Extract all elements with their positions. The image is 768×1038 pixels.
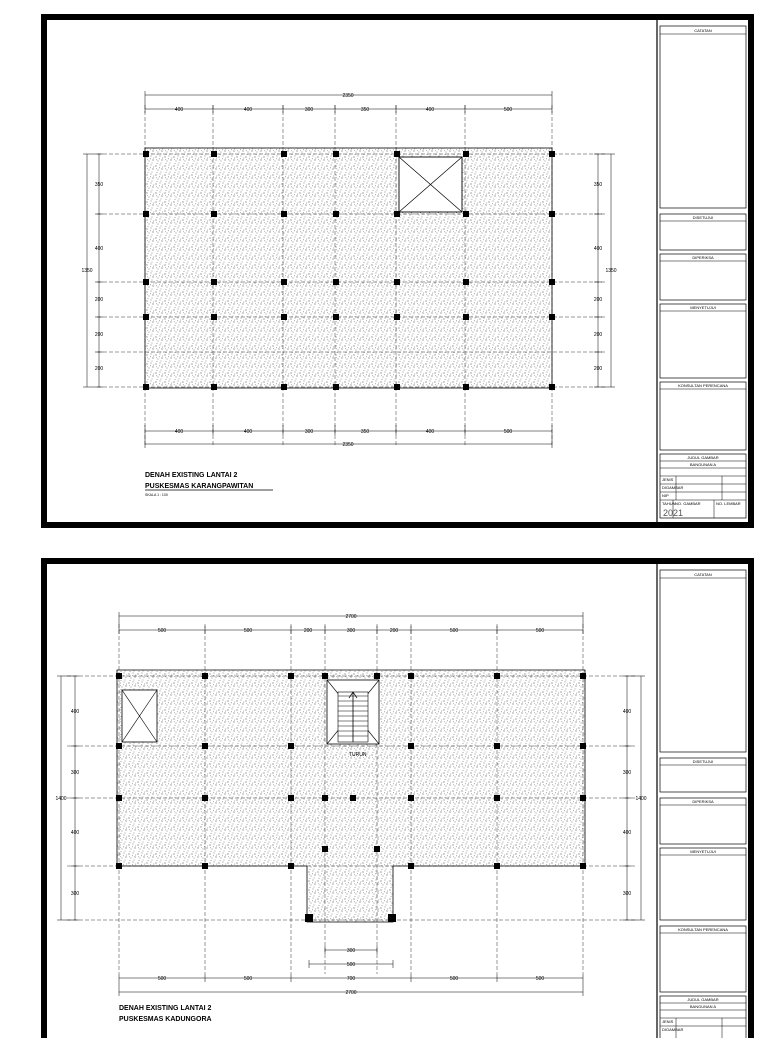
dim-bottom-2-2: 500 xyxy=(243,976,253,982)
dim-bottom-2: 400 xyxy=(243,429,253,435)
dim-top-2-4: 300 xyxy=(346,628,356,634)
floor-plan-1-svg xyxy=(47,20,748,522)
dim-bottom-2-3: 700 xyxy=(346,976,356,982)
dim-bottom-4: 350 xyxy=(360,429,370,435)
drawing-scale-1: SKALA 1 : 100 xyxy=(145,493,168,497)
sheet-2-canvas xyxy=(47,564,748,1038)
dim-top-2: 400 xyxy=(243,107,253,113)
dim-top-3: 300 xyxy=(304,107,314,113)
dim-bottom-2-1: 500 xyxy=(157,976,167,982)
dim-top-2-5: 200 xyxy=(389,628,399,634)
dim-bottom-2-4: 500 xyxy=(449,976,459,982)
dim-top-1: 400 xyxy=(174,107,184,113)
tb-konsultan-1: KONSULTAN PERENCANA xyxy=(678,383,728,388)
drawing-title-1: DENAH EXISTING LANTAI 2 xyxy=(145,472,238,479)
dim-right-2-2: 300 xyxy=(622,770,632,776)
dim-left-2-1: 400 xyxy=(70,709,80,715)
dim-left-2-4: 300 xyxy=(70,891,80,897)
tb-catatan-1: CATATAN xyxy=(694,28,712,33)
dim-top-2-7: 500 xyxy=(535,628,545,634)
dim-left-total-2: 1400 xyxy=(55,796,67,802)
dim-bottom-5: 400 xyxy=(425,429,435,435)
dim-right-2-3: 400 xyxy=(622,830,632,836)
tb-disetujui-2: DISETUJUI xyxy=(692,759,714,764)
dim-right-4: 200 xyxy=(593,332,603,338)
tb-diperiksa-2: DIPERIKSA xyxy=(692,799,714,804)
dim-top-total-2: 2700 xyxy=(345,614,357,620)
sheet-1-canvas xyxy=(47,20,748,522)
tb-row1-2: JENIS xyxy=(662,1019,674,1024)
title-block-1 xyxy=(657,20,746,522)
tb-row3-1: NIP xyxy=(662,493,669,498)
drawing-sheet-2 xyxy=(41,558,754,1038)
dim-right-2: 400 xyxy=(593,246,603,252)
dim-left-5: 200 xyxy=(94,366,104,372)
dim-right-2-1: 400 xyxy=(622,709,632,715)
dim-right-total-1: 1350 xyxy=(605,268,617,274)
tb-row2-1: DIGAMBAR xyxy=(662,485,684,490)
stair-label-2: TURUN xyxy=(349,752,367,758)
dim-left-1: 350 xyxy=(94,182,104,188)
tb-year-1: 2021 xyxy=(663,508,684,518)
staircase-2 xyxy=(327,680,379,744)
dim-bottom-total-1: 2350 xyxy=(342,442,354,448)
drawing-subtitle-1: PUSKESMAS KARANGPAWITAN xyxy=(145,483,254,490)
dim-right-total-2: 1400 xyxy=(635,796,647,802)
drawing-title-2: DENAH EXISTING LANTAI 2 xyxy=(119,1005,212,1012)
tb-row4c-1: NO. LEMBAR xyxy=(716,501,741,506)
dim-top-2-2: 500 xyxy=(243,628,253,634)
tb-menyetujui-2: MENYETUJUI xyxy=(690,849,716,854)
tb-disetujui-1: DISETUJUI xyxy=(692,215,714,220)
tb-diperiksa-1: DIPERIKSA xyxy=(692,255,714,260)
dim-left-3: 200 xyxy=(94,297,104,303)
drawing-subtitle-2: PUSKESMAS KADUNGORA xyxy=(119,1016,212,1023)
tb-judul-2: JUDUL GAMBAR xyxy=(687,997,719,1002)
dim-right-5: 200 xyxy=(593,366,603,372)
dim-left-2-3: 400 xyxy=(70,830,80,836)
dim-stair-1: 300 xyxy=(346,948,356,954)
dim-bottom-1: 400 xyxy=(174,429,184,435)
dim-top-6: 500 xyxy=(503,107,513,113)
dim-top-2-1: 500 xyxy=(157,628,167,634)
dim-bottom-6: 500 xyxy=(503,429,513,435)
dim-bottom-2-5: 500 xyxy=(535,976,545,982)
void-opening-2 xyxy=(122,690,157,742)
tb-catatan-2: CATATAN xyxy=(694,572,712,577)
tb-bangunan-2: BANGUNAN A xyxy=(689,1004,717,1009)
dim-right-1: 350 xyxy=(593,182,603,188)
tb-row4a-1: TAHUN xyxy=(662,501,676,506)
void-opening-1 xyxy=(399,157,462,212)
dim-bottom-total-2: 2700 xyxy=(345,990,357,996)
dim-top-2-3: 200 xyxy=(303,628,313,634)
dim-top-5: 400 xyxy=(425,107,435,113)
dim-left-total-1: 1350 xyxy=(81,268,93,274)
dim-left-4: 200 xyxy=(94,332,104,338)
dim-top-total-1: 2350 xyxy=(342,93,354,99)
dim-bottom-3: 300 xyxy=(304,429,314,435)
floor-plan-2-svg xyxy=(47,564,748,1038)
tb-row2-2: DIGAMBAR xyxy=(662,1027,684,1032)
tb-row4b-1: NO. GAMBAR xyxy=(675,501,701,506)
tb-konsultan-2: KONSULTAN PERENCANA xyxy=(678,927,728,932)
dim-right-3: 200 xyxy=(593,297,603,303)
tb-bangunan-1: BANGUNAN A xyxy=(689,462,717,467)
dim-right-2-4: 300 xyxy=(622,891,632,897)
dim-left-2: 400 xyxy=(94,246,104,252)
dim-top-2-6: 500 xyxy=(449,628,459,634)
dim-stair-2: 500 xyxy=(346,962,356,968)
tb-menyetujui-1: MENYETUJUI xyxy=(690,305,716,310)
dim-top-4: 350 xyxy=(360,107,370,113)
tb-row1-1: JENIS xyxy=(662,477,674,482)
dim-left-2-2: 300 xyxy=(70,770,80,776)
tb-judul-1: JUDUL GAMBAR xyxy=(687,455,719,460)
drawing-sheet-1 xyxy=(41,14,754,528)
